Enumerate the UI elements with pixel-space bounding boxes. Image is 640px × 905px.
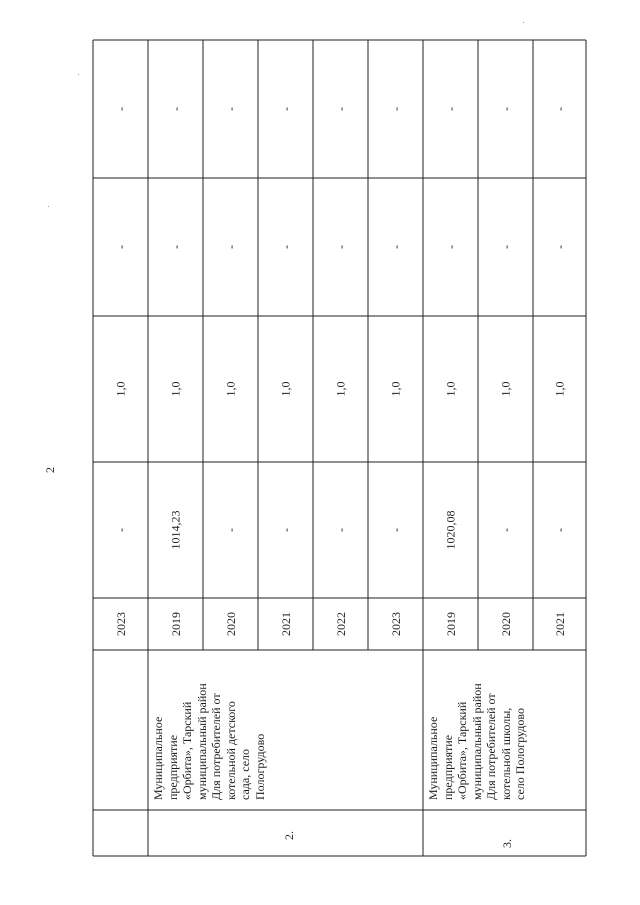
cell-text: 1,0 [113,381,128,397]
table-cell-year [533,598,586,650]
cell-text: - [113,107,128,111]
cell-text: 1,0 [498,381,513,397]
table-cell-col4 [258,316,313,462]
table-cell-col5 [423,178,478,316]
table-cell-col4 [93,316,148,462]
cell-text: - [388,245,403,249]
table-cell-year [148,598,203,650]
table-cell-col4 [368,316,423,462]
table-cell-col5 [368,178,423,316]
cell-text: - [333,528,348,532]
table-cell-col6 [313,40,368,178]
cell-text: - [113,528,128,532]
group-2-number: 2. [282,831,296,840]
cell-text: - [388,528,403,532]
table-cell-col6 [258,40,313,178]
group-3-number: 3. [500,839,514,848]
table-cell-col3 [533,462,586,598]
table-cell-col4 [423,316,478,462]
cell-text: 2019 [443,612,458,636]
cell-text: - [333,245,348,249]
cell-text: - [333,107,348,111]
table-cell-year [93,598,148,650]
cell-text: 2020 [223,612,238,636]
table-cell-col4 [203,316,258,462]
cell-text: - [443,107,458,111]
cell-text: - [223,107,238,111]
cell-text: 2021 [278,612,293,636]
table-cell-col3 [203,462,258,598]
group-2-description: Муниципальное предприятие «Орбита», Тарский муниципальный район Для потребителей от котельной детского сада, село Пологрудово [151,683,267,800]
cell-text: - [498,107,513,111]
table-cell-col5 [313,178,368,316]
cell-text: 1,0 [223,381,238,397]
cell-text: - [223,528,238,532]
table-cell-col5 [148,178,203,316]
table-cell-col6 [93,40,148,178]
table-cell-col6 [203,40,258,178]
table-cell-year [313,598,368,650]
table-cell-col3 [313,462,368,598]
table-cell-col4 [313,316,368,462]
cell-text: 2021 [552,612,567,636]
cell-text: - [278,245,293,249]
table-cell-col4 [478,316,533,462]
table-cell-col3 [423,462,478,598]
table-cell-year [203,598,258,650]
cell-text: 1,0 [278,381,293,397]
table-cell-col5 [203,178,258,316]
table-cell-col3 [368,462,423,598]
cell-text: - [552,528,567,532]
cell-text: - [443,245,458,249]
table-cell-col5 [533,178,586,316]
table-cell-col5 [478,178,533,316]
table-cell-year [423,598,478,650]
cell-text: 1,0 [388,381,403,397]
cell-text: 2020 [498,612,513,636]
table-cell-col5 [93,178,148,316]
table-cell-col4 [148,316,203,462]
cell-text: - [552,245,567,249]
cell-text: - [278,107,293,111]
cell-text: - [168,107,183,111]
cell-text: - [113,245,128,249]
cell-text: 1,0 [168,381,183,397]
cell-text: - [498,245,513,249]
cell-text: 1014,23 [168,510,183,550]
cell-text: 2019 [168,612,183,636]
cell-text: - [223,245,238,249]
table-cell-year [478,598,533,650]
cell-text: - [168,245,183,249]
group-3-description: Муниципальное предприятие «Орбита», Тарский муниципальный район Для потребителей от котельной школы, село Пологрудово [426,683,527,800]
cell-text: 2023 [113,612,128,636]
page-number: 2 [43,467,57,473]
cell-text: - [498,528,513,532]
table-cell-col6 [478,40,533,178]
table-cell-year [368,598,423,650]
table-cell-col3 [148,462,203,598]
cell-text: 1020,08 [443,510,458,550]
cell-text: 1,0 [333,381,348,397]
cell-text: 2022 [333,612,348,636]
table-cell-col6 [533,40,586,178]
table-cell-col6 [368,40,423,178]
table-cell-col3 [258,462,313,598]
table-cell-col3 [478,462,533,598]
table-cell-col5 [258,178,313,316]
cell-text: 1,0 [552,381,567,397]
cell-text: - [552,107,567,111]
table-cell-col3 [93,462,148,598]
cell-text: 1,0 [443,381,458,397]
cell-text: - [278,528,293,532]
cell-text: - [388,107,403,111]
table-cell-year [258,598,313,650]
table-cell-col6 [423,40,478,178]
cell-text: 2023 [388,612,403,636]
table-cell-col6 [148,40,203,178]
table-cell-col4 [533,316,586,462]
